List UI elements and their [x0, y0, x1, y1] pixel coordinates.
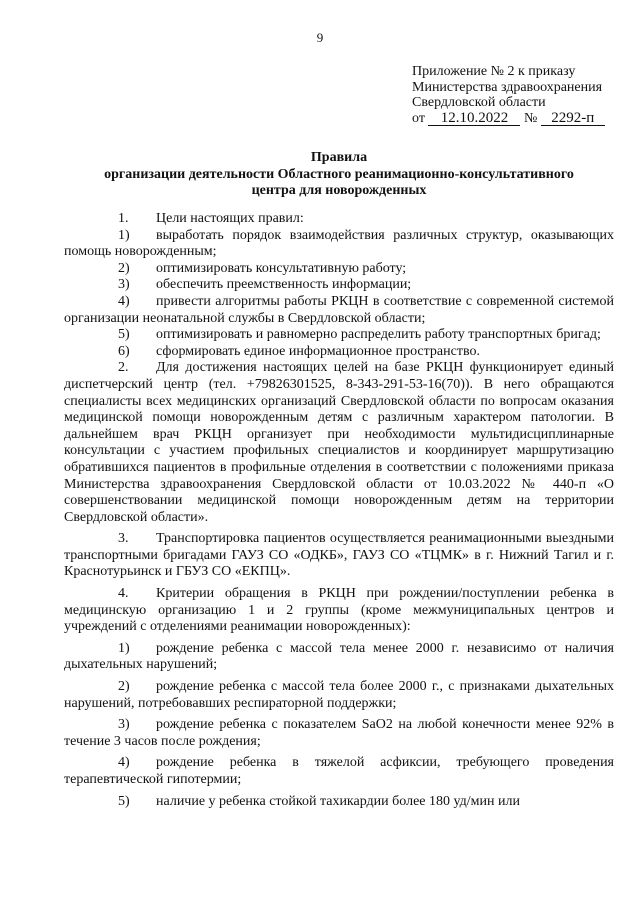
appendix-line-2: Министерства здравоохранения: [412, 79, 603, 95]
list-item: 3) обеспечить преемственность информации;: [118, 277, 412, 293]
list-item: 3) рождение ребенка с показателем SaO2 на любой конечности менее 92% в течение 3 часов после рождения;: [64, 717, 614, 749]
order-date-number: [412, 111, 605, 127]
list-item: 1) рождение ребенка с массой тела менее 2000 г. независимо от наличия дыхательных нарушений;: [64, 640, 614, 673]
title-line-1: Правила: [310, 150, 368, 165]
page-number: 9: [316, 30, 324, 45]
list-item: 2) рождение ребенка с массой тела более 2000 г., с признаками дыхательных нарушений, потребовавших респираторной поддержки;: [64, 679, 614, 711]
list-item: 4) привести алгоритмы работы РКЦН в соответствие с современной системой организации неонатальной службы в Свердловской области;: [64, 293, 614, 326]
document-body: [64, 211, 614, 810]
order-date: 12.10.2022: [428, 112, 520, 126]
appendix-line-1: Приложение № 2 к приказу: [412, 64, 576, 79]
appendix-header: [412, 64, 605, 126]
paragraph: 2. Для достижения настоящих целей на базе РКЦН функционирует единый диспетчерский центр (тел. +79826301525, 8-343-291-53-16(70)). В него обращаются специалисты всех медицинских организаций Свердловской области по вопросам оказания медицинской помощи новорожденным детям с различным характером патологии. В дальнейшем врач РКЦН организует при необходимости мультидисциплинарные консультации с участием профильных специалистов и координирует маршрутизацию обратившихся пациентов в профильные отделения в соответствии с положениями приказа Министерства здравоохранения Свердловской области от 10.03.2022 № 440-п «О совершенствовании медицинской помощи новорожденным детям на территории Свердловской области».: [64, 360, 614, 525]
paragraph: 1. Цели настоящих правил:: [118, 211, 304, 226]
list-item: 6) сформировать единое информационное пространство.: [118, 343, 480, 359]
paragraph: 3. Транспортировка пациентов осуществляется реанимационными выездными транспортными бригадами ГАУЗ СО «ОДКБ», ГАУЗ СО «ТЦМК» в г. Нижний Тагил и г. Краснотурьинск и ГБУЗ СО «ЕКПЦ».: [64, 531, 614, 580]
list-item: 5) наличие у ребенка стойкой тахикардии более 180 уд/мин или: [118, 793, 520, 809]
list-item: 5) оптимизировать и равномерно распределить работу транспортных бригад;: [118, 327, 601, 343]
list-item: 4) рождение ребенка в тяжелой асфиксии, требующего проведения терапевтической гипотермии;: [64, 755, 614, 787]
list-item: 1) выработать порядок взаимодействия различных структур, оказывающих помощь новорожденным;: [64, 227, 614, 260]
appendix-line-3: Свердловской области: [412, 95, 546, 110]
document-title: [64, 150, 614, 200]
title-line-3: центра для новорожденных: [251, 183, 427, 198]
order-number: 2292-п: [541, 112, 605, 126]
list-item: 2) оптимизировать консультативную работу;: [118, 260, 407, 276]
paragraph: 4. Критерии обращения в РКЦН при рождении/поступлении ребенка в медицинскую организацию 1 и 2 группы (кроме межмуниципальных центров и учреждений с отделениями реанимации новорожденных):: [64, 586, 614, 635]
from-label: от: [412, 110, 425, 126]
number-label: №: [523, 110, 538, 126]
title-line-2: организации деятельности Областного реанимационно-консультативного: [104, 166, 574, 182]
